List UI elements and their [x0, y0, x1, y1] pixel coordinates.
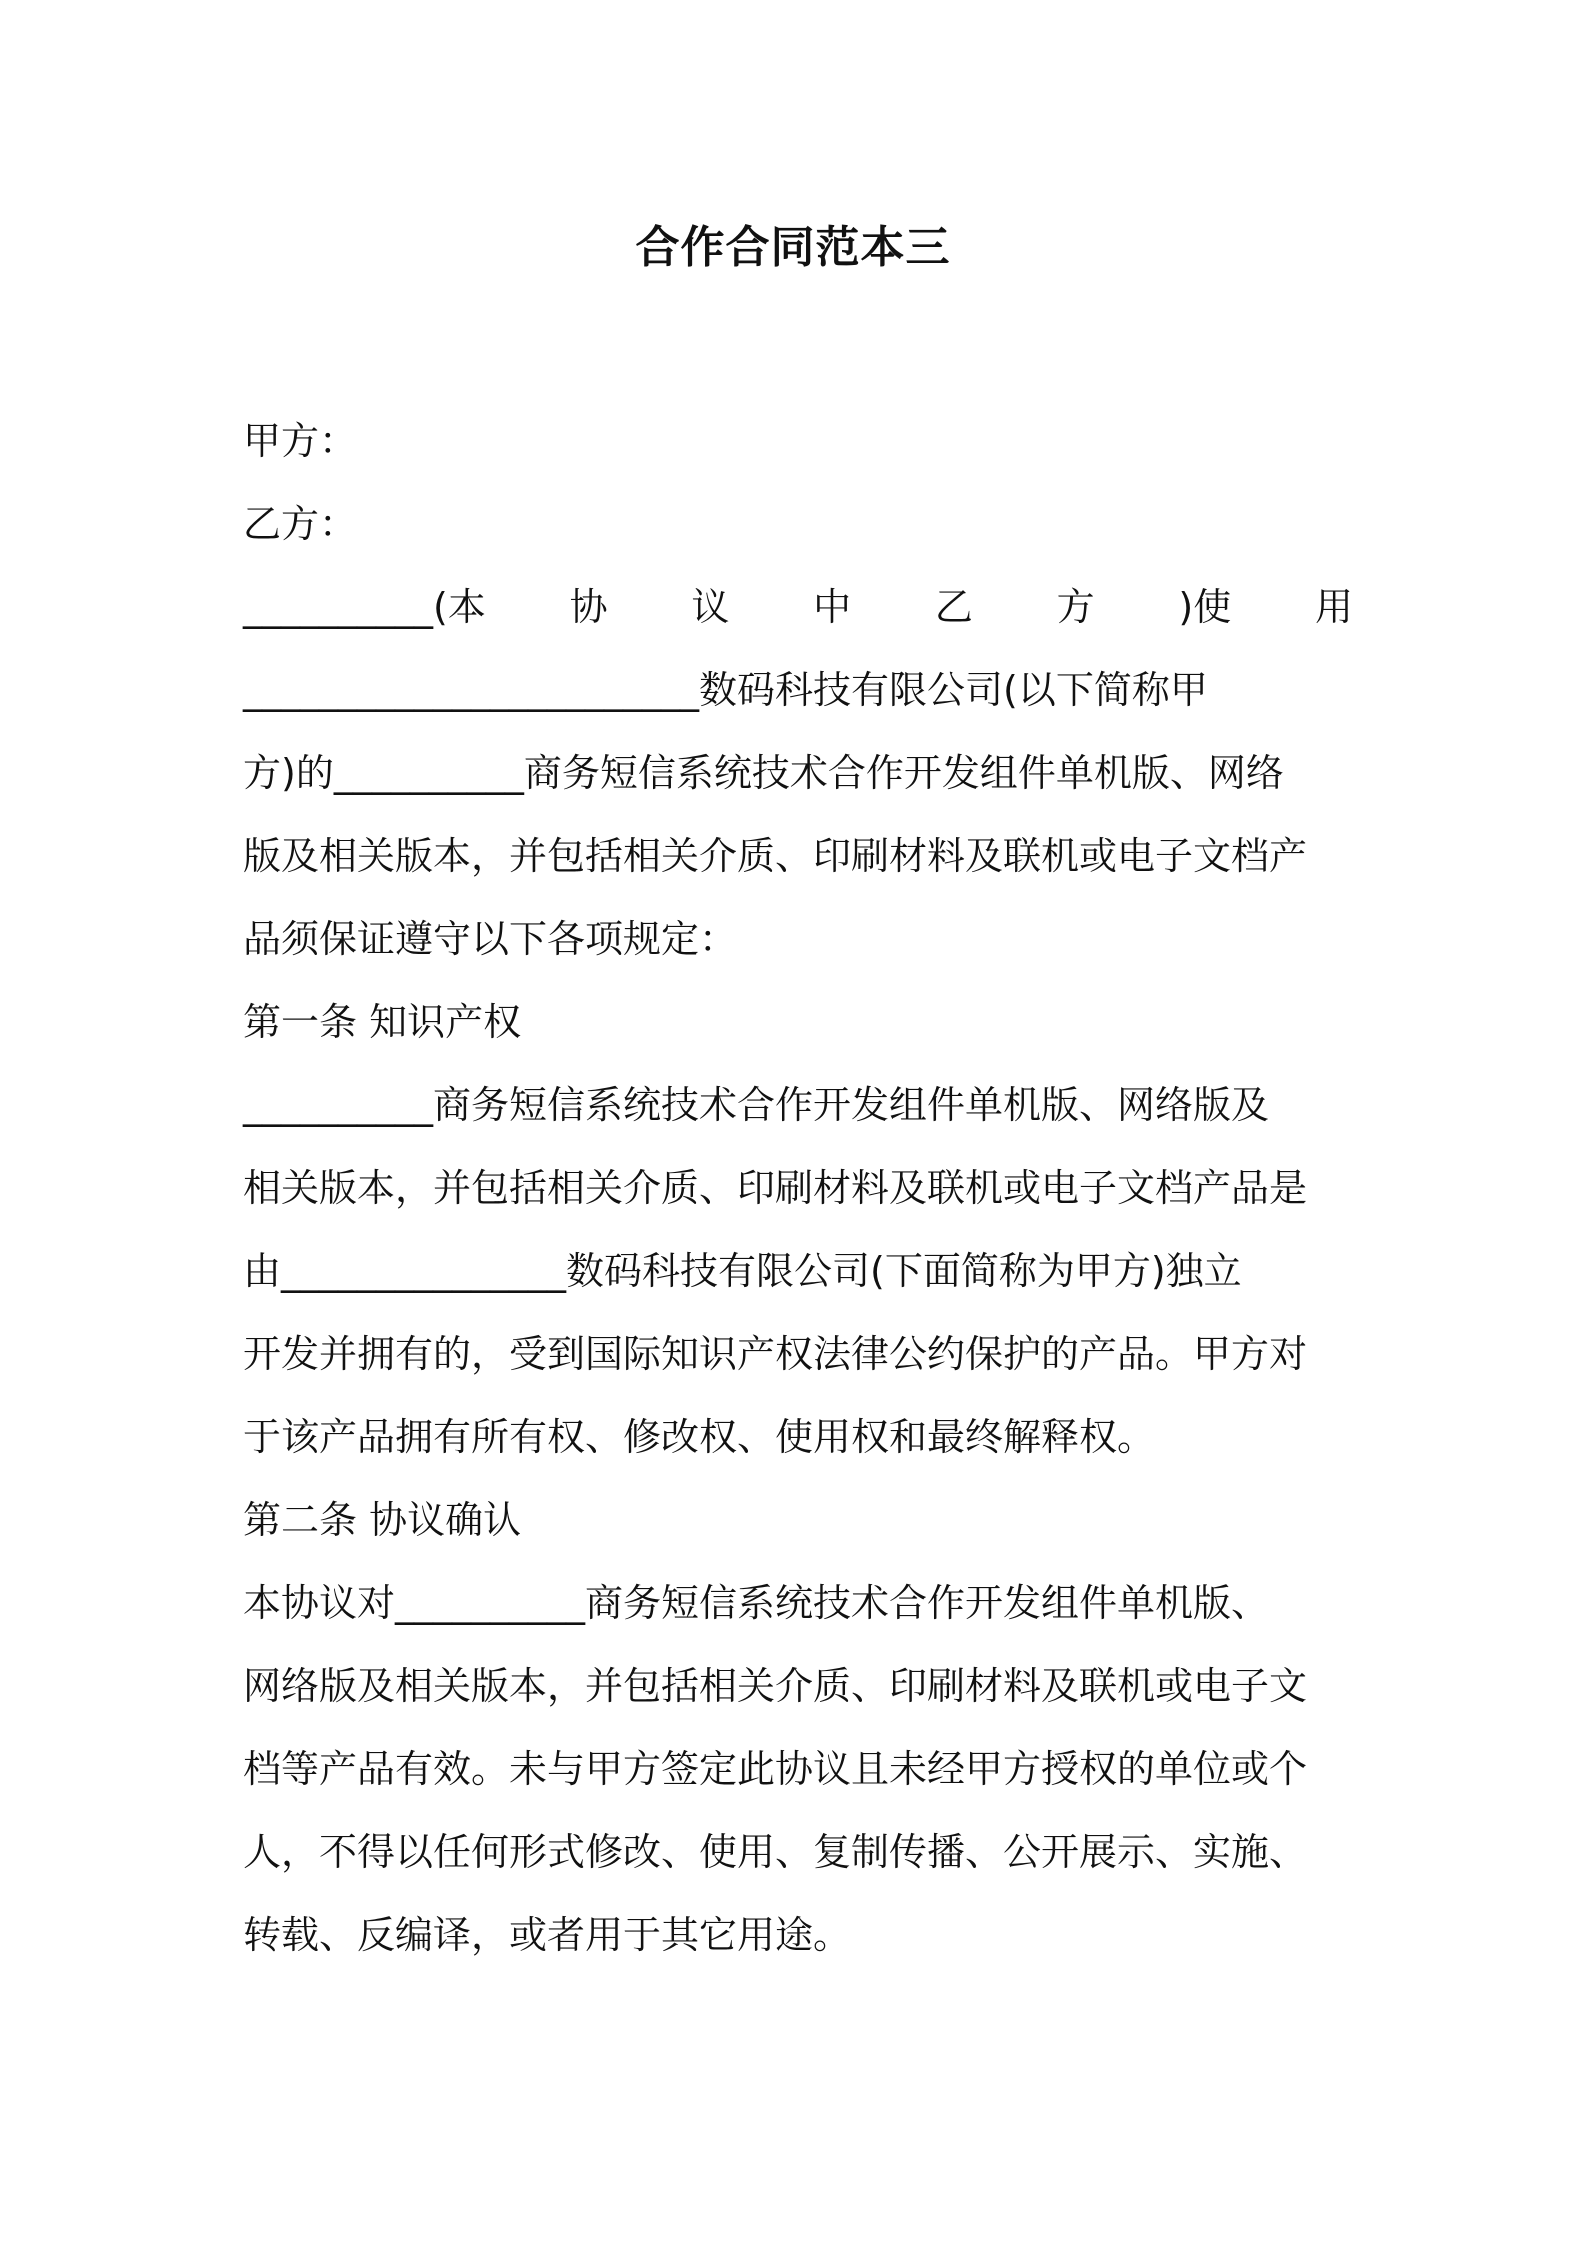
article-1-heading: 第一条 知识产权	[243, 1000, 522, 1044]
intro-line-1-part: 中	[813, 585, 852, 629]
article-1-line-3: 由_______________数码科技有限公司(下面简称为甲方)独立	[243, 1249, 1242, 1293]
article-1-line-5: 于该产品拥有所有权、修改权、使用权和最终解释权。	[243, 1415, 1156, 1459]
document-body	[243, 400, 1353, 1977]
intro-line-3: 方)的__________商务短信系统技术合作开发组件单机版、网络	[243, 751, 1284, 795]
article-2-line-1: 本协议对__________商务短信系统技术合作开发组件单机版、	[243, 1581, 1270, 1625]
article-1-line-4: 开发并拥有的，受到国际知识产权法律公约保护的产品。甲方对	[243, 1332, 1308, 1376]
intro-line-1-part: 协	[569, 585, 608, 629]
intro-line-1-part: __________(本	[243, 585, 486, 629]
article-1-line-2: 相关版本，并包括相关介质、印刷材料及联机或电子文档产品是	[243, 1166, 1308, 1210]
document-title: 合作合同范本三	[635, 222, 951, 273]
intro-line-5: 品须保证遵守以下各项规定：	[243, 917, 738, 961]
article-2-line-4: 人，不得以任何形式修改、使用、复制传播、公开展示、实施、	[243, 1830, 1308, 1874]
intro-line-1-part: )使	[1178, 585, 1232, 629]
intro-line-1-part: 方	[1056, 585, 1095, 629]
article-2-line-2: 网络版及相关版本，并包括相关介质、印刷材料及联机或电子文	[243, 1664, 1308, 1708]
intro-line-1	[243, 566, 1353, 649]
intro-line-1-part: 议	[691, 585, 730, 629]
article-1-line-1: __________商务短信系统技术合作开发组件单机版、网络版及	[243, 1083, 1270, 1127]
intro-line-4: 版及相关版本，并包括相关介质、印刷材料及联机或电子文档产	[243, 834, 1308, 878]
article-2-line-3: 档等产品有效。未与甲方签定此协议且未经甲方授权的单位或个	[243, 1747, 1308, 1791]
article-2-heading: 第二条 协议确认	[243, 1498, 522, 1542]
party-b-label: 乙方：	[243, 502, 358, 546]
article-2-line-5: 转载、反编译，或者用于其它用途。	[243, 1913, 852, 1957]
party-a-label: 甲方：	[243, 419, 358, 463]
intro-line-1-part: 乙	[934, 585, 973, 629]
intro-line-1-part: 用	[1314, 585, 1353, 629]
intro-line-2: ________________________数码科技有限公司(以下简称甲	[243, 668, 1208, 712]
